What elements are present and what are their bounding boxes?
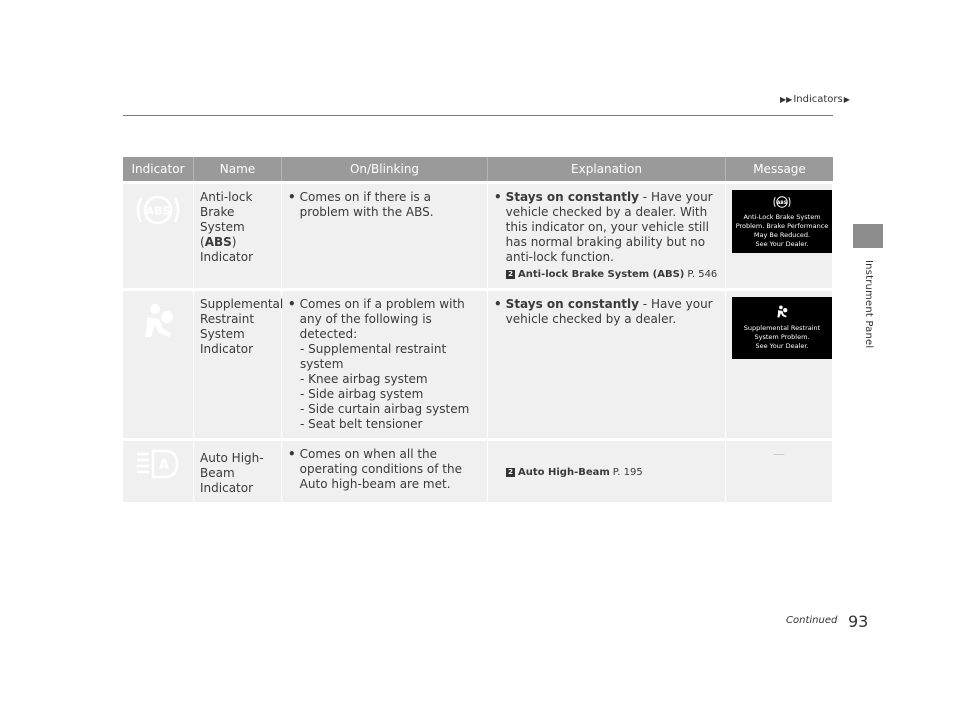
cross-reference[interactable]: 2 Auto High-Beam P. 195 — [494, 465, 719, 480]
running-header — [780, 94, 850, 105]
srs-airbag-icon — [773, 303, 791, 321]
explanation-cell: • Stays on constantly - Have your vehicle checked by a dealer. With this indicator on, your vehicle still has normal braking ability but no anti-lock function. 2 Anti-lock Brake System (ABS) P. 546 — [488, 184, 726, 288]
on-blinking-cell: • Comes on when all the operating conditions of the Auto high-beam are met. — [282, 441, 488, 502]
name-cell: Auto High- Beam Indicator — [194, 441, 282, 502]
indicator-cell — [123, 184, 194, 288]
abs-warning-icon — [133, 190, 183, 230]
chapter-tab — [853, 224, 883, 248]
message-cell — [726, 291, 833, 438]
column-header: Name — [194, 157, 282, 181]
name-cell: Supplemental Restraint System Indicator — [194, 291, 282, 438]
table-row — [123, 291, 833, 438]
auto-high-beam-icon — [133, 447, 183, 481]
svg-text:ABS: ABS — [145, 204, 171, 218]
header-rule — [123, 115, 833, 116]
page-number: 93 — [848, 612, 869, 631]
cross-reference[interactable]: 2 Anti-lock Brake System (ABS) P. 546 — [494, 267, 719, 282]
column-header: On/Blinking — [282, 157, 488, 181]
svg-text:A: A — [158, 458, 170, 473]
column-header: Message — [726, 157, 833, 181]
abs-warning-icon — [772, 194, 792, 210]
indicator-table — [123, 154, 833, 505]
indicator-cell — [123, 441, 194, 502]
explanation-cell — [488, 441, 726, 502]
message-display: ABS Anti-Lock Brake System Problem. Brake Performance May Be Reduced. See Your Dealer. — [732, 190, 832, 253]
table-row — [123, 441, 833, 502]
chapter-label: Instrument Panel — [863, 260, 874, 349]
reference-arrow-icon: 2 — [506, 270, 515, 279]
header-section: Indicators — [793, 94, 843, 105]
name-cell: Anti-lock Brake System (ABS) Indicator — [194, 184, 282, 288]
svg-text:ABS: ABS — [777, 200, 787, 206]
explanation-cell: • Stays on constantly - Have your vehicle checked by a dealer. — [488, 291, 726, 438]
column-header: Indicator — [123, 157, 194, 181]
column-header: Explanation — [488, 157, 726, 181]
message-cell — [726, 441, 833, 502]
reference-arrow-icon: 2 — [506, 468, 515, 477]
table-row — [123, 184, 833, 288]
message-display: Supplemental Restraint System Problem. See Your Dealer. — [732, 297, 832, 359]
table-header-row — [123, 157, 833, 181]
triangle-icon: ▶▶ — [780, 95, 793, 104]
indicator-cell — [123, 291, 194, 438]
no-message-dash: — — [773, 447, 785, 461]
on-blinking-cell: • Comes on if a problem with any of the following is detected: - Supplemental restraint system - Knee airbag system - Side airbag system - Side curtain airbag system - Seat belt tensioner — [282, 291, 488, 438]
on-blinking-cell: • Comes on if there is a problem with the ABS. — [282, 184, 488, 288]
continued-label: Continued — [786, 615, 838, 626]
message-cell — [726, 184, 833, 288]
triangle-icon: ▶ — [843, 95, 850, 104]
srs-airbag-icon — [133, 297, 183, 347]
